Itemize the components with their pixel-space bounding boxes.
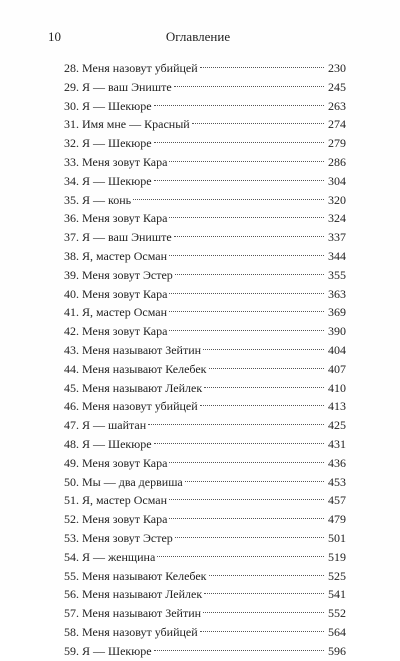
dot-leader bbox=[175, 274, 324, 275]
toc-entry bbox=[64, 247, 346, 266]
toc-entry-title: 59. Я — Шекюре bbox=[64, 643, 152, 658]
toc-entry-page-number: 564 bbox=[328, 624, 346, 639]
toc-entry-page-number: 320 bbox=[328, 192, 346, 207]
toc-entry bbox=[64, 228, 346, 247]
toc-entry-page-number: 369 bbox=[328, 305, 346, 320]
dot-leader bbox=[154, 650, 324, 651]
dot-leader bbox=[204, 593, 324, 594]
dot-leader bbox=[154, 180, 324, 181]
toc-entry-page-number: 404 bbox=[328, 342, 346, 357]
table-of-contents bbox=[64, 59, 346, 661]
dot-leader bbox=[169, 311, 324, 312]
toc-entry-page-number: 363 bbox=[328, 286, 346, 301]
toc-entry bbox=[64, 567, 346, 586]
toc-entry-title: 45. Меня называют Лейлек bbox=[64, 380, 203, 395]
dot-leader bbox=[200, 405, 324, 406]
toc-entry-title: 49. Меня зовут Кара bbox=[64, 455, 168, 470]
toc-entry-page-number: 596 bbox=[328, 643, 346, 658]
toc-entry-page-number: 337 bbox=[328, 230, 346, 245]
toc-entry-title: 52. Меня зовут Кара bbox=[64, 512, 168, 527]
dot-leader bbox=[200, 67, 324, 68]
dot-leader bbox=[204, 387, 324, 388]
toc-entry-title: 35. Я — конь bbox=[64, 192, 132, 207]
toc-entry bbox=[64, 491, 346, 510]
dot-leader bbox=[203, 612, 324, 613]
toc-entry-page-number: 525 bbox=[328, 568, 346, 583]
dot-leader bbox=[175, 537, 324, 538]
toc-entry bbox=[64, 285, 346, 304]
toc-entry bbox=[64, 416, 346, 435]
toc-entry-page-number: 286 bbox=[328, 154, 346, 169]
toc-entry-title: 38. Я, мастер Осман bbox=[64, 248, 167, 263]
toc-entry-page-number: 431 bbox=[328, 436, 346, 451]
toc-entry-title: 41. Я, мастер Осман bbox=[64, 305, 167, 320]
toc-entry-page-number: 501 bbox=[328, 530, 346, 545]
dot-leader bbox=[154, 443, 324, 444]
toc-entry bbox=[64, 209, 346, 228]
toc-entry-title: 47. Я — шайтан bbox=[64, 418, 147, 433]
toc-entry-page-number: 304 bbox=[328, 173, 346, 188]
dot-leader bbox=[169, 518, 324, 519]
toc-entry-title: 33. Меня зовут Кара bbox=[64, 154, 168, 169]
toc-entry bbox=[64, 172, 346, 191]
toc-entry-page-number: 479 bbox=[328, 512, 346, 527]
dot-leader bbox=[209, 368, 324, 369]
toc-entry-title: 46. Меня назовут убийцей bbox=[64, 399, 198, 414]
toc-entry-page-number: 230 bbox=[328, 61, 346, 75]
toc-entry bbox=[64, 473, 346, 492]
toc-entry-title: 36. Меня зовут Кара bbox=[64, 211, 168, 226]
dot-leader bbox=[169, 330, 324, 331]
toc-entry-title: 39. Меня зовут Эстер bbox=[64, 267, 173, 282]
toc-entry bbox=[64, 303, 346, 322]
toc-entry bbox=[64, 341, 346, 360]
dot-leader bbox=[169, 217, 324, 218]
toc-entry bbox=[64, 435, 346, 454]
dot-leader bbox=[169, 161, 324, 162]
toc-entry bbox=[64, 454, 346, 473]
toc-entry-page-number: 413 bbox=[328, 399, 346, 414]
dot-leader bbox=[169, 462, 324, 463]
dot-leader bbox=[169, 499, 324, 500]
running-title: Оглавление bbox=[165, 29, 231, 44]
toc-entry bbox=[64, 529, 346, 548]
toc-entry-title: 34. Я — Шекюре bbox=[64, 173, 152, 188]
toc-entry bbox=[64, 379, 346, 398]
dot-leader bbox=[200, 631, 324, 632]
toc-entry-title: 48. Я — Шекюре bbox=[64, 436, 152, 451]
dot-leader bbox=[169, 293, 324, 294]
toc-entry-page-number: 274 bbox=[328, 117, 346, 132]
toc-entry-title: 31. Имя мне — Красный bbox=[64, 117, 190, 132]
toc-entry bbox=[64, 322, 346, 341]
toc-entry-page-number: 263 bbox=[328, 98, 346, 113]
toc-entry-page-number: 410 bbox=[328, 380, 346, 395]
toc-entry-page-number: 552 bbox=[328, 606, 346, 621]
toc-entry-page-number: 324 bbox=[328, 211, 346, 226]
toc-entry-title: 55. Меня называют Келебек bbox=[64, 568, 207, 583]
toc-entry bbox=[64, 97, 346, 116]
toc-entry-title: 30. Я — Шекюре bbox=[64, 98, 152, 113]
toc-entry-page-number: 541 bbox=[328, 587, 346, 602]
toc-entry bbox=[64, 134, 346, 153]
toc-entry-title: 43. Меня называют Зейтин bbox=[64, 342, 202, 357]
page-number: 10 bbox=[48, 29, 61, 44]
toc-entry bbox=[64, 585, 346, 604]
toc-entry-page-number: 355 bbox=[328, 267, 346, 282]
toc-entry-title: 44. Меня называют Келебек bbox=[64, 361, 207, 376]
toc-entry bbox=[64, 191, 346, 210]
toc-entry-title: 50. Мы — два дервиша bbox=[64, 474, 183, 489]
toc-entry-title: 42. Меня зовут Кара bbox=[64, 324, 168, 339]
dot-leader bbox=[174, 236, 324, 237]
toc-entry-title: 51. Я, мастер Осман bbox=[64, 493, 167, 508]
toc-entry-page-number: 457 bbox=[328, 493, 346, 508]
toc-entry-title: 37. Я — ваш Эниште bbox=[64, 230, 172, 245]
dot-leader bbox=[209, 575, 324, 576]
dot-leader bbox=[203, 349, 324, 350]
toc-entry bbox=[64, 604, 346, 623]
dot-leader bbox=[169, 255, 324, 256]
toc-entry bbox=[64, 397, 346, 416]
toc-entry-title: 40. Меня зовут Кара bbox=[64, 286, 168, 301]
toc-entry bbox=[64, 266, 346, 285]
toc-entry-page-number: 453 bbox=[328, 474, 346, 489]
toc-entry-page-number: 344 bbox=[328, 248, 346, 263]
dot-leader bbox=[192, 123, 324, 124]
toc-entry-title: 58. Меня назовут убийцей bbox=[64, 624, 198, 639]
toc-entry-page-number: 390 bbox=[328, 324, 346, 339]
toc-entry bbox=[64, 78, 346, 97]
toc-entry bbox=[64, 360, 346, 379]
toc-entry-title: 28. Меня назовут убийцей bbox=[64, 61, 198, 75]
dot-leader bbox=[154, 142, 324, 143]
toc-entry bbox=[64, 642, 346, 661]
toc-entry-page-number: 407 bbox=[328, 361, 346, 376]
page-header bbox=[48, 28, 348, 46]
toc-entry-page-number: 519 bbox=[328, 549, 346, 564]
toc-entry bbox=[64, 623, 346, 642]
toc-entry bbox=[64, 59, 346, 78]
toc-entry-title: 32. Я — Шекюре bbox=[64, 136, 152, 151]
toc-entry-title: 57. Меня называют Зейтин bbox=[64, 606, 202, 621]
dot-leader bbox=[148, 424, 324, 425]
toc-entry-title: 29. Я — ваш Эниште bbox=[64, 79, 172, 94]
toc-entry-page-number: 279 bbox=[328, 136, 346, 151]
toc-entry-title: 54. Я — женщина bbox=[64, 549, 156, 564]
dot-leader bbox=[154, 105, 324, 106]
toc-entry bbox=[64, 115, 346, 134]
dot-leader bbox=[133, 199, 324, 200]
toc-entry bbox=[64, 510, 346, 529]
toc-entry-title: 53. Меня зовут Эстер bbox=[64, 530, 173, 545]
toc-entry bbox=[64, 548, 346, 567]
toc-entry bbox=[64, 153, 346, 172]
dot-leader bbox=[157, 556, 324, 557]
toc-entry-page-number: 425 bbox=[328, 418, 346, 433]
toc-entry-page-number: 245 bbox=[328, 79, 346, 94]
dot-leader bbox=[185, 481, 324, 482]
dot-leader bbox=[174, 86, 324, 87]
toc-entry-title: 56. Меня называют Лейлек bbox=[64, 587, 203, 602]
toc-entry-page-number: 436 bbox=[328, 455, 346, 470]
